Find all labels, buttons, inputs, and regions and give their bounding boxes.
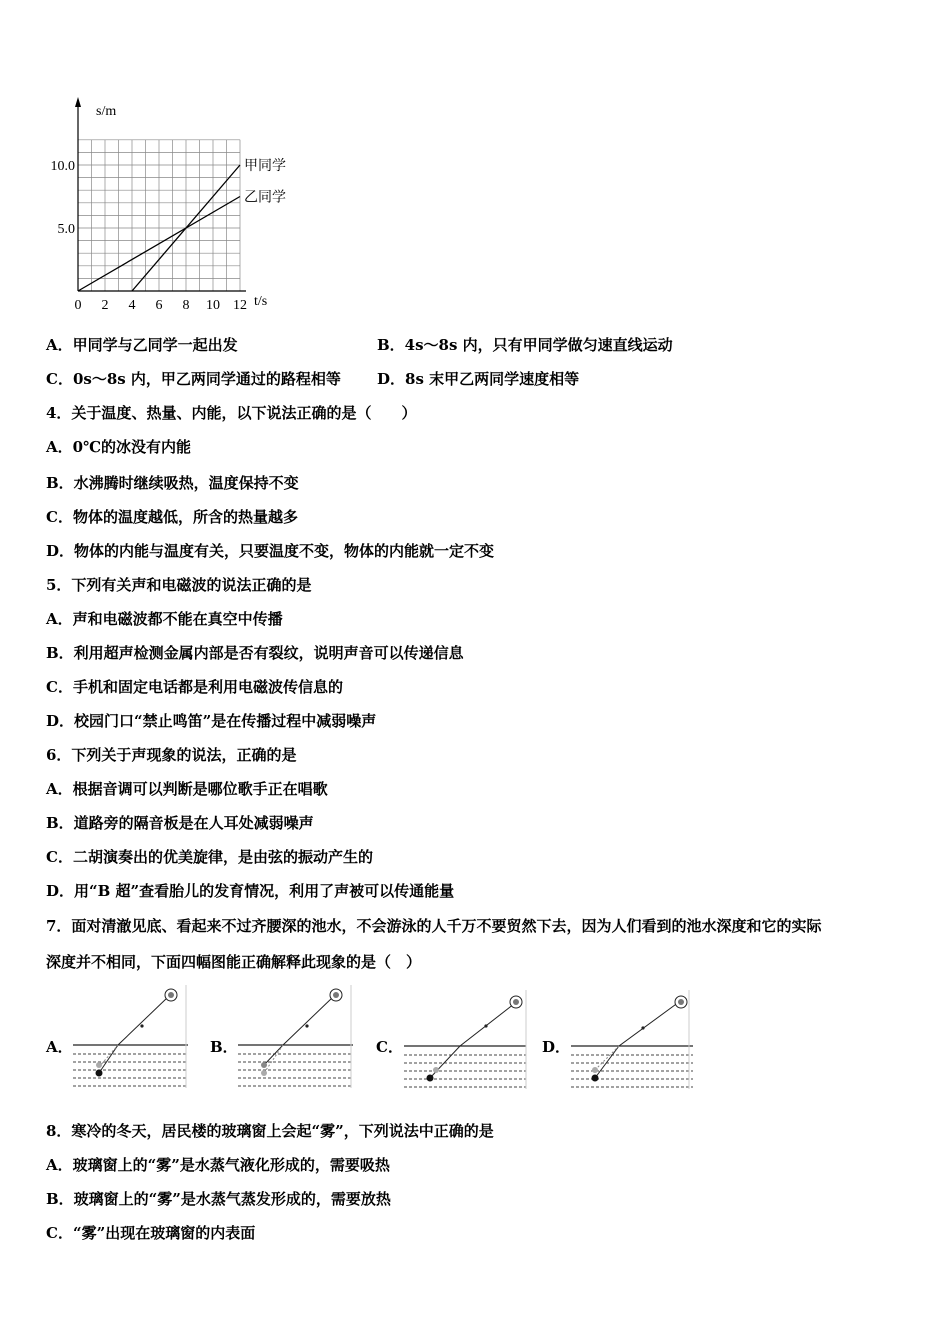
x-axis-label: t/s [254,294,268,309]
series-label: 甲同学 [244,158,286,174]
distance-time-graph [40,95,300,320]
series-label: 乙同学 [244,189,286,206]
x-tick-label: 0 [74,298,82,313]
q7-stem-line1: 7．面对清澈见底、看起来不过齐腰深的池水，不会游泳的人千万不要贸然下去，因为人们看到的池水深度和它的实际 [46,917,822,935]
x-tick-label: 12 [233,298,247,313]
q5-option-a: A．声和电磁波都不能在真空中传播 [46,610,283,628]
q4-option-d: D．物体的内能与温度有关，只要温度不变，物体的内能就一定不变 [46,542,495,560]
q8-stem: 8．寒冷的冬天，居民楼的玻璃窗上会起“雾”，下列说法中正确的是 [46,1122,494,1140]
q7-figure-d [571,990,697,1090]
q7-label-d: D． [542,1038,571,1056]
y-axis-arrow [75,97,81,107]
x-tick-label: 4 [128,298,136,313]
q7-label-a: A． [46,1038,73,1056]
q7-figure-a [73,985,191,1090]
q6-option-a: A．根据音调可以判断是哪位歌手正在唱歌 [46,780,328,798]
q3-option-a: A．甲同学与乙同学一起出发 [46,336,238,354]
q3-option-d: D．8s 末甲乙两同学速度相等 [377,370,580,388]
q4-option-b: B．水沸腾时继续吸热，温度保持不变 [46,474,299,492]
q5-stem: 5．下列有关声和电磁波的说法正确的是 [46,576,312,594]
q8-option-a: A．玻璃窗上的“雾”是水蒸气液化形成的，需要吸热 [46,1156,390,1174]
q5-option-b: B．利用超声检测金属内部是否有裂纹，说明声音可以传递信息 [46,644,464,662]
q8-option-b: B．玻璃窗上的“雾”是水蒸气蒸发形成的，需要放热 [46,1190,391,1208]
y-tick-label: 5.0 [57,222,75,237]
q4-option-a: A．0℃的冰没有内能 [46,438,192,456]
q7-figure-b [238,985,356,1090]
q3-option-c: C．0s～8s 内，甲乙两同学通过的路程相等 [46,370,341,388]
x-tick-label: 6 [155,298,163,313]
x-tick-label: 2 [101,298,109,313]
x-tick-label: 8 [182,298,190,313]
q3-option-b: B．4s～8s 内，只有甲同学做匀速直线运动 [377,336,673,354]
y-axis-label: s/m [96,104,117,119]
q4-stem: 4．关于温度、热量、内能，以下说法正确的是（ ） [46,404,417,422]
q7-stem-line2: 深度并不相同，下面四幅图能正确解释此现象的是（ ） [46,953,422,971]
q4-option-c: C．物体的温度越低，所含的热量越多 [46,508,298,526]
q6-option-b: B．道路旁的隔音板是在人耳处减弱噪声 [46,814,314,832]
q5-option-c: C．手机和固定电话都是利用电磁波传信息的 [46,678,343,696]
q5-option-d: D．校园门口“禁止鸣笛”是在传播过程中减弱噪声 [46,712,377,730]
q7-label-b: B． [210,1038,238,1056]
q6-option-d: D．用“B 超”查看胎儿的发育情况，利用了声被可以传通能量 [46,882,455,900]
q7-figure-c [404,990,530,1090]
q8-option-c: C．“雾”出现在玻璃窗的内表面 [46,1224,256,1242]
q6-option-c: C．二胡演奏出的优美旋律，是由弦的振动产生的 [46,848,373,866]
y-tick-label: 10.0 [50,159,75,174]
q7-label-c: C． [376,1038,403,1056]
x-tick-label: 10 [206,298,220,313]
q6-stem: 6．下列关于声现象的说法，正确的是 [46,746,297,764]
